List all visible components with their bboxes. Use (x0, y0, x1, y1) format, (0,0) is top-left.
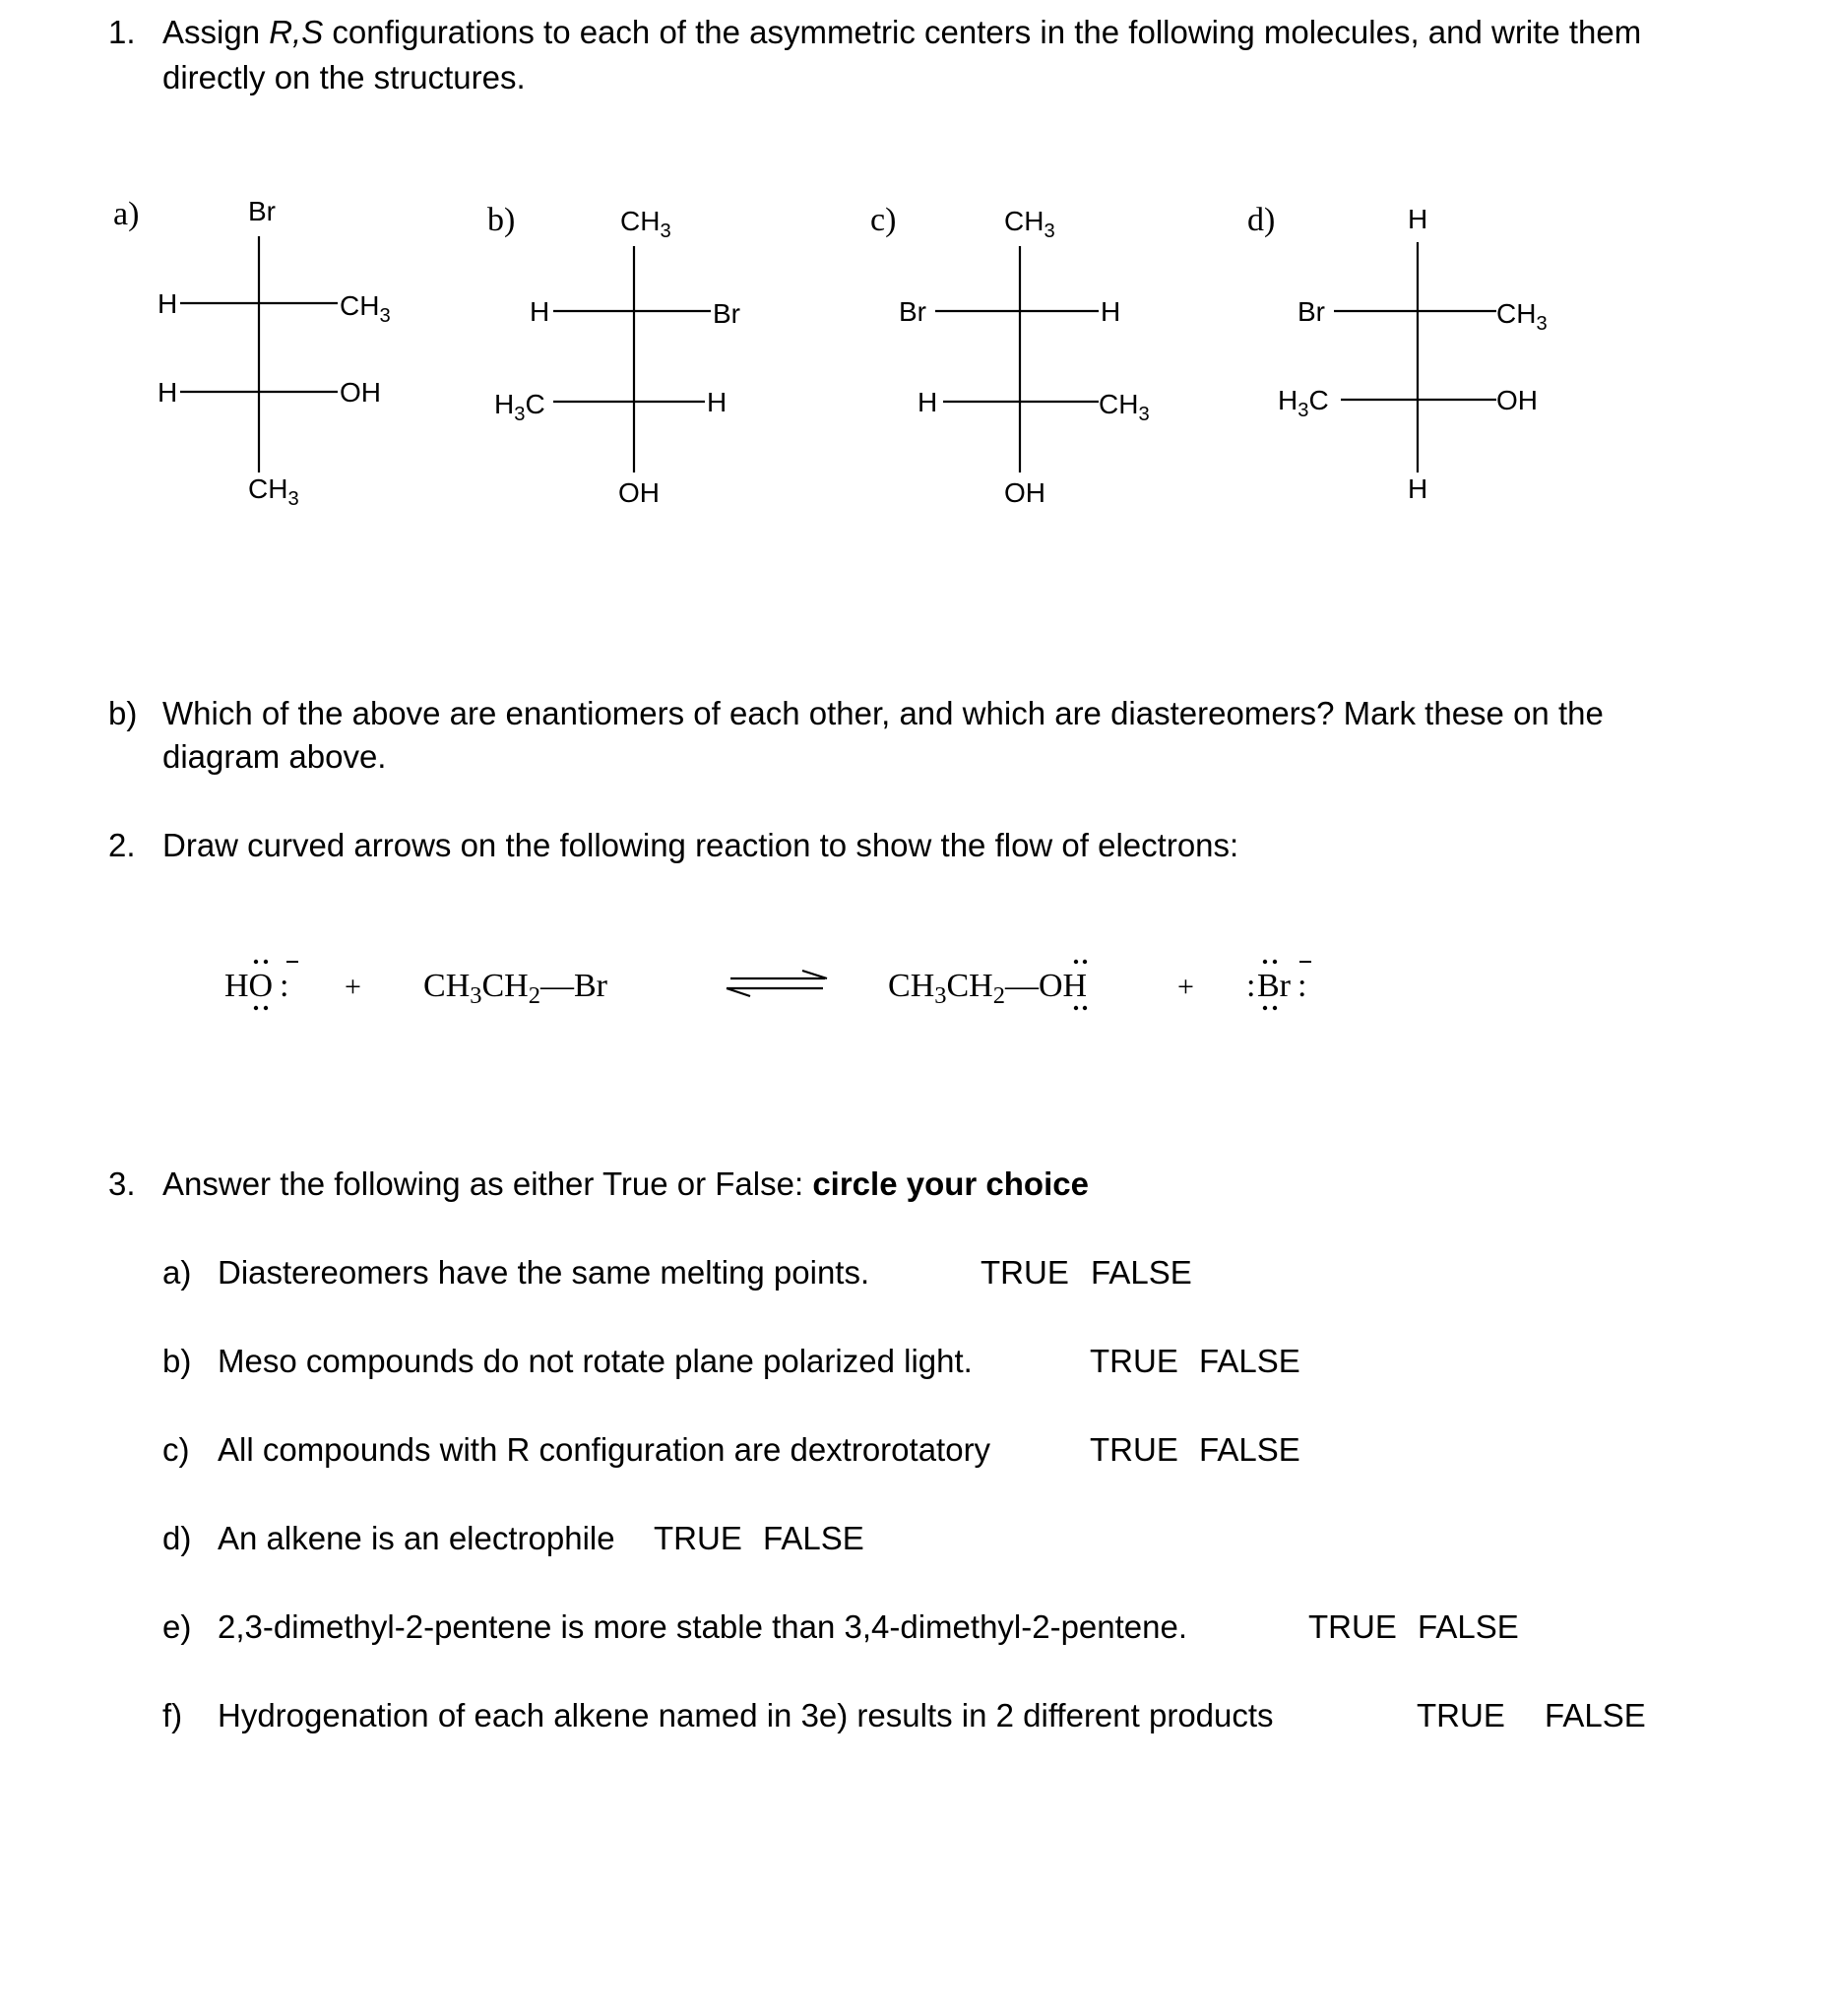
q3-item-b-label: b) (162, 1343, 192, 1379)
q3-item-c-text: All compounds with R configuration are dextrorotatory (218, 1431, 991, 1468)
q3-item-a-text: Diastereomers have the same melting points. (218, 1254, 870, 1291)
molecule-b-row1-right: Br (713, 298, 740, 329)
q3-item-d-false[interactable]: FALSE (763, 1520, 864, 1556)
molecule-a-row2-left: H (158, 377, 178, 408)
q3-item-c-true[interactable]: TRUE (1090, 1431, 1178, 1468)
molecule-a-row1-left: H (158, 288, 178, 319)
plus-sign-1: + (345, 971, 361, 1003)
q3-item-c-label: c) (162, 1431, 190, 1468)
q3-item-d-true[interactable]: TRUE (654, 1520, 742, 1556)
q1-prefix: Assign (162, 14, 270, 50)
reactant-ethyl-bromide: $CH_3CH_2—Br$ (423, 968, 607, 1009)
q3-item-d-label: d) (162, 1520, 192, 1556)
q3-item-b-true[interactable]: TRUE (1090, 1343, 1178, 1379)
q1-number: 1. (108, 14, 136, 50)
molecule-a-row2-right: OH (340, 377, 381, 408)
q3-item-e (162, 1605, 1519, 1650)
molecule-d-top: H (1408, 204, 1428, 234)
q3-item-b-false[interactable]: FALSE (1199, 1343, 1300, 1379)
q3-instruction: Answer the following as either True or False: (162, 1166, 813, 1202)
q3-item-c-false[interactable]: FALSE (1199, 1431, 1300, 1468)
molecule-b-top: $CH_3$ (620, 206, 671, 242)
molecule-c-bottom: OH (1004, 477, 1045, 508)
svg-text::: : (1246, 968, 1256, 1004)
svg-text::: : (1297, 968, 1307, 1004)
fischer-projections (0, 177, 1835, 728)
q3-item-e-label: e) (162, 1608, 192, 1645)
molecule-d-bottom: H (1408, 473, 1428, 504)
q3-item-f (162, 1693, 1646, 1738)
q1b-text-line2: diagram above. (162, 738, 387, 775)
q3-emphasis: circle your choice (812, 1166, 1089, 1202)
q3-number: 3. (108, 1166, 136, 1202)
molecule-a-row1-right: $CH_3$ (340, 290, 391, 327)
molecule-b-label: b) (487, 202, 516, 238)
q3-item-d-text: An alkene is an electrophile (218, 1520, 615, 1556)
q3-item-e-false[interactable]: FALSE (1418, 1608, 1519, 1645)
molecule-c-row2-left: H (918, 387, 938, 417)
molecule-a-top: Br (248, 196, 276, 226)
q3-item-a (162, 1250, 1192, 1295)
q1b-label: b) (108, 695, 138, 731)
q3-item-c (162, 1427, 1300, 1473)
molecule-b-row1-left: H (530, 296, 550, 327)
q3-item-f-label: f) (162, 1697, 183, 1733)
q1-rest: configurations to each of the asymmetric centers in the following molecules, and write them (323, 14, 1642, 50)
q3-item-f-true[interactable]: TRUE (1417, 1697, 1505, 1733)
svg-text::: : (280, 968, 289, 1004)
molecule-a-bottom: $CH_3$ (248, 473, 299, 510)
q3-item-f-text: Hydrogenation of each alkene named in 3e) results in 2 different products (218, 1697, 1274, 1733)
product-ethanol: $CH_3CH_2—OH$ (888, 968, 1088, 1009)
equilibrium-arrow (727, 971, 827, 996)
q1-text-line1 (162, 10, 1641, 55)
molecule-c-top: $CH_3$ (1004, 206, 1055, 242)
molecule-b-bottom: OH (618, 477, 660, 508)
molecule-d-row2-left: $H_3C$ (1278, 385, 1329, 421)
molecule-c-label: c) (870, 202, 897, 238)
molecule-b-row2-left: $H_3C$ (494, 389, 545, 425)
q3-item-b (162, 1339, 1300, 1384)
molecule-d-row1-left: Br (1297, 296, 1325, 327)
q3-item-e-text: 2,3-dimethyl-2-pentene is more stable than 3,4-dimethyl-2-pentene. (218, 1608, 1188, 1645)
plus-sign-2: + (1177, 971, 1194, 1003)
molecule-a-label: a) (113, 196, 140, 232)
reactant-hydroxide: HO (224, 968, 274, 1004)
q2-number: 2. (108, 827, 136, 863)
molecule-c-row1-left: Br (899, 296, 926, 327)
molecule-b-row2-right: H (707, 387, 728, 417)
q3-item-a-label: a) (162, 1254, 192, 1291)
q3-item-a-true[interactable]: TRUE (981, 1254, 1069, 1291)
molecule-c-row2-right: $CH_3$ (1099, 389, 1150, 425)
molecule-d-row2-right: OH (1496, 385, 1538, 415)
q3-item-a-false[interactable]: FALSE (1091, 1254, 1192, 1291)
q1-text-line2: directly on the structures. (162, 59, 526, 95)
q1-rs: R,S (269, 14, 324, 50)
q3-item-e-true[interactable]: TRUE (1308, 1608, 1397, 1645)
q1b-text-line1: Which of the above are enantiomers of each other, and which are diastereomers? Mark these on the (162, 695, 1604, 731)
molecule-d-label: d) (1247, 202, 1276, 238)
product-bromide: Br (1257, 968, 1291, 1004)
q3-item-f-false[interactable]: FALSE (1545, 1697, 1646, 1733)
molecule-d-row1-right: $CH_3$ (1496, 298, 1548, 335)
molecule-c-row1-right: H (1101, 296, 1121, 327)
q2-text: Draw curved arrows on the following reaction to show the flow of electrons: (162, 827, 1239, 863)
reaction-scheme (0, 935, 1835, 1053)
q3-text (162, 1162, 1089, 1207)
q3-item-b-text: Meso compounds do not rotate plane polarized light. (218, 1343, 973, 1379)
q3-item-d (162, 1516, 864, 1561)
